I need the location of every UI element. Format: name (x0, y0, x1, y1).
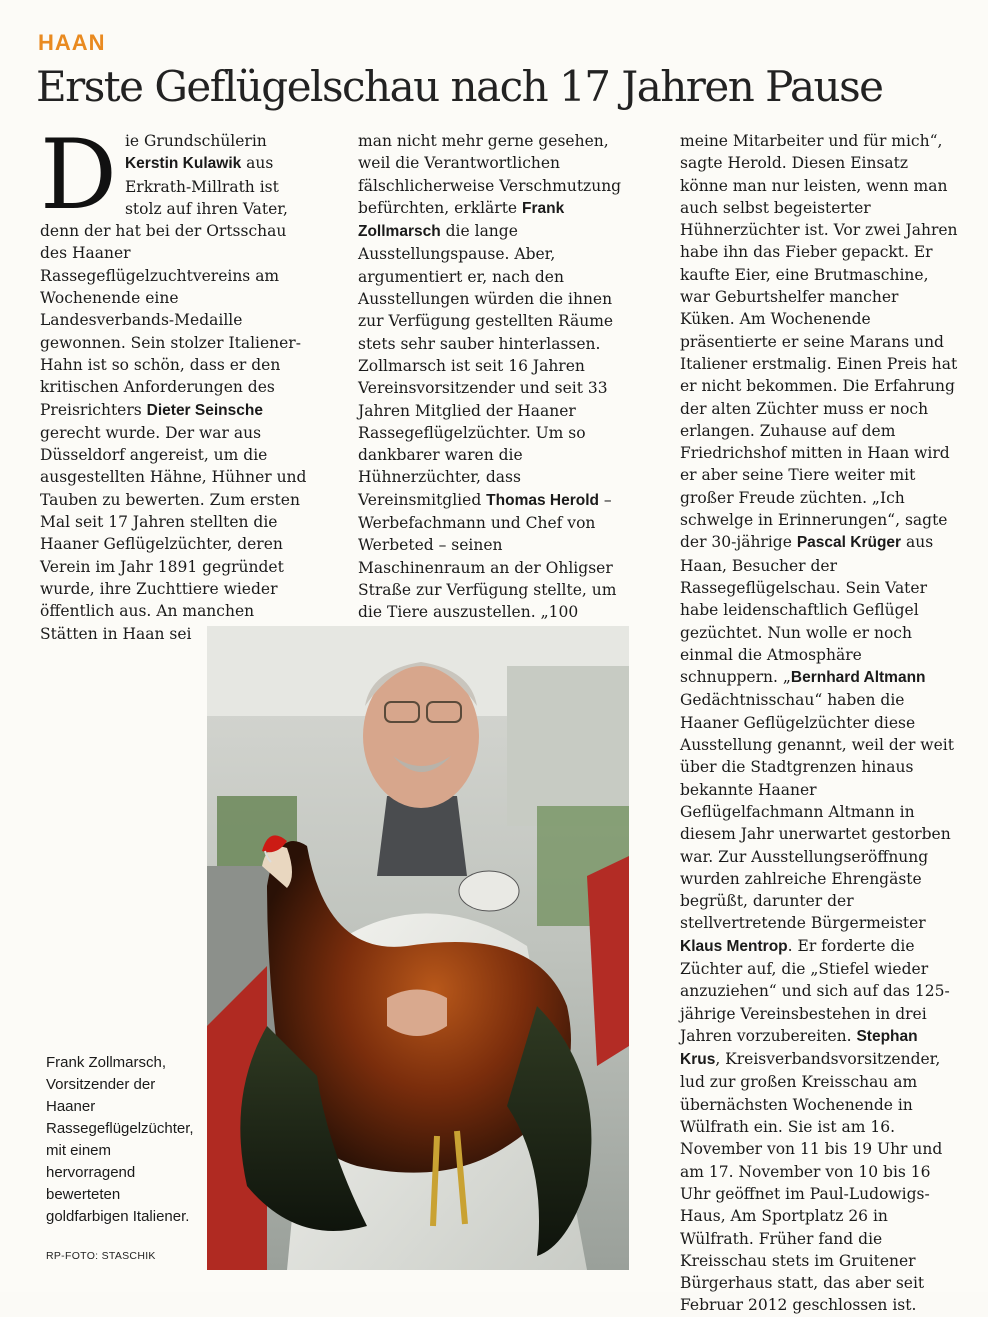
person-name: Bernhard Altmann (790, 669, 926, 687)
article-column-3 (680, 130, 958, 1317)
person-name: Kerstin Kulawik (124, 155, 242, 173)
col2-text: man nicht mehr gerne gesehen, weil die Verantwortlichen fälschlicherweise Verschmutzung befürchten, erklärte Frank Zollmarsch die lange Ausstellungspause. Aber, argumentiert er, nach den Ausstellungen würden die ihnen zur Verfügung gestellten Räume stets sehr sauber hinterlassen. Zollmarsch ist seit 16 Jahren Vereinsvorsitzender und seit 33 Jahren Mitglied der Haaner Rassegeflügelzüchter. Um so dankbarer waren die Hühnerzüchter, dass Vereinsmitglied Thomas Herold – Werbefachmann und Chef von Werbeted – seinen Maschinenraum an der Ohligser Straße zur Verfügung stellte, um die Tiere auszustellen. „100 (358, 132, 622, 622)
photo-caption: Frank Zollmarsch, Vorsitzender der Haaner Rassegeflügelzüchter, mit einem hervorragend bewerteten goldfarbigen Italiener. (46, 1054, 194, 1225)
col3-text: meine Mitarbeiter und für mich“, sagte Herold. Diesen Einsatz könne man nur leisten, wenn man auch selbst begeisterter Hühnerzüchter ist. Vor zwei Jahren habe ihn das Fieber gepackt. Er kaufte Eier, eine Brutmaschine, war Geburtshelfer mancher Küken. Am Wochenende präsentierte er seine Marans und Italiener erstmalig. Einen Preis hat er nicht bekommen. Die Erfahrung der alten Züchter muss er noch erlangen. Zuhause auf dem Friedrichshof mitten in Haan wird er aber seine Tiere weiter mit großer Freude züchten. „Ich schwelge in Erinnerungen“, sagte der 30-jährige Pascal Krüger aus Haan, Besucher der Rassegeflügelschau. Sein Vater habe leidenschaftlich Geflügel gezüchtet. Nun wolle er noch einmal die Atmosphäre schnuppern. „Bernhard Altmann Gedächtnisschau“ haben die Haaner Geflügelzüchter diese Ausstellung genannt, weil der weit über die Stadtgrenzen hinaus bekannte Haaner Geflügelfachmann Altmann in diesem Jahr unerwartet gestorben war. Zur Ausstellungseröffnung wurden zahlreiche Ehrengäste begrüßt, darunter der stellvertretende Bürgermeister Klaus Mentrop. Er forderte die Züchter auf, die „Stiefel wieder anzuziehen“ und sich auf das 125-jährige Vereinsbestehen in drei Jahren vorzubereiten. Stephan Krus, Kreisverbandsvorsitzender, lud zur großen Kreisschau am übernächsten Wochenende in Wülfrath ein. Sie ist am 16. November von 11 bis 19 Uhr und am 17. November von 10 bis 16 Uhr geöffnet im Paul-Ludowigs-Haus, Am Sportplatz 26 in Wülfrath. Früher fand die Kreisschau stets im Gruitener Bürgerhaus statt, das aber seit Februar 2012 geschlossen ist. (680, 132, 958, 1315)
article-column-2 (358, 130, 630, 646)
person-name: Stephan Krus (680, 1027, 918, 1069)
photo-credit: RP-FOTO: STASCHIK (46, 1250, 156, 1262)
person-name: Frank Zollmarsch (358, 199, 565, 241)
headline: Erste Geflügelschau nach 17 Jahren Pause (36, 62, 883, 111)
col1-text: ie Grundschülerin Kerstin Kulawik aus Erkrath-Millrath ist stolz auf ihren Vater, denn der hat bei der Ortsschau des Haaner Rassegeflügelzuchtvereins am Wochenende eine Landesverbands-Medaille gewonnen. Sein stolzer Italiener-Hahn ist so schön, dass er den kritischen Anforderungen des Preisrichters Dieter Seinsche gerecht wurde. Der war aus Düsseldorf angereist, um die ausgestellten Hähne, Hühner und Tauben zu bewerten. Zum ersten Mal seit 17 Jahren stellten die Haaner Geflügelzüchter, deren Verein im Jahr 1891 gegründet wurde, ihre Zuchttiere wieder öffentlich aus. An manchen Stätten in Haan sei (40, 132, 307, 643)
drop-cap: D (40, 119, 117, 231)
person-name: Thomas Herold (486, 491, 599, 509)
article-column-1 (40, 119, 312, 645)
person-name: Klaus Mentrop (680, 937, 788, 955)
person-name: Dieter Seinsche (146, 401, 263, 419)
photo-man-with-rooster (207, 626, 629, 1270)
section-label: HAAN (38, 30, 106, 55)
person-name: Pascal Krüger (796, 534, 902, 552)
